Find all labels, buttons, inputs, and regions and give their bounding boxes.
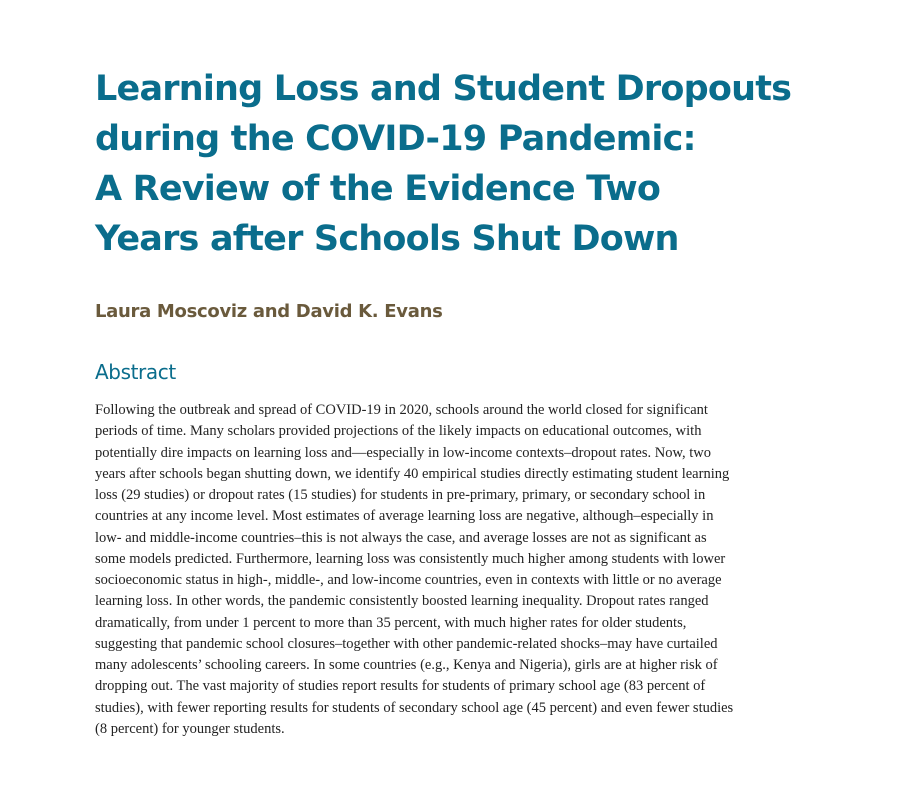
abstract-line: Following the outbreak and spread of COVID-19 in 2020, schools around the world closed for significant	[95, 402, 708, 418]
abstract-line: dramatically, from under 1 percent to more than 35 percent, with much higher rates for older students,	[95, 614, 687, 631]
abstract-line: some models predicted. Furthermore, learning loss was consistently much higher among students with lower	[95, 550, 726, 567]
abstract-line: many adolescents’ schooling careers. In some countries (e.g., Kenya and Nigeria), girls are at higher risk of	[95, 657, 718, 673]
paper-title	[95, 64, 875, 264]
abstract-line: countries at any income level. Most estimates of average learning loss are negative, although–especially in	[95, 508, 714, 525]
abstract-line: periods of time. Many scholars provided projections of the likely impacts on educational outcomes, with	[95, 423, 702, 440]
title-line: Years after Schools Shut Down	[95, 219, 679, 259]
abstract-line: learning loss. In other words, the pandemic consistently boosted learning inequality. Dropout rates ranged	[95, 593, 709, 610]
abstract-line: low- and middle-income countries–this is not always the case, and average losses are not as significant as	[95, 529, 707, 546]
abstract-line: socioeconomic status in high-, middle-, and low-income countries, even in contexts with little or no average	[95, 572, 722, 588]
paper-authors: Laura Moscoviz and David K. Evans	[95, 301, 443, 322]
abstract-body	[95, 400, 815, 740]
title-line: during the COVID-19 Pandemic:	[95, 119, 696, 159]
abstract-line: years after schools began shutting down, we identify 40 empirical studies directly estimating student learning	[95, 465, 730, 482]
abstract-line: dropping out. The vast majority of studies report results for students of primary school age (83 percent of	[95, 678, 706, 695]
abstract-line: studies), with fewer reporting results for students of secondary school age (45 percent) and even fewer studies	[95, 699, 734, 716]
abstract-line: (8 percent) for younger students.	[95, 720, 285, 737]
title-line: A Review of the Evidence Two	[95, 169, 661, 209]
abstract-line: suggesting that pandemic school closures–together with other pandemic-related shocks–may have curtailed	[95, 635, 718, 652]
abstract-line: potentially dire impacts on learning loss and—especially in low-income contexts–dropout rates. Now, two	[95, 444, 711, 461]
abstract-line: loss (29 studies) or dropout rates (15 studies) for students in pre-primary, primary, or secondary school in	[95, 487, 706, 503]
title-line: Learning Loss and Student Dropouts	[95, 69, 792, 109]
abstract-heading: Abstract	[95, 360, 176, 384]
